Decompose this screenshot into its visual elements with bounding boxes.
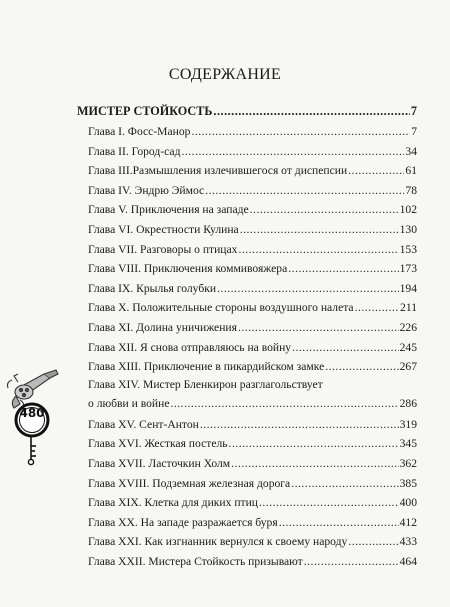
toc-entry: [88, 513, 417, 533]
leader-dots: [291, 474, 398, 494]
leader-dots: [205, 181, 404, 201]
chapter-list: [88, 122, 417, 571]
toc-entry-label: Глава XVII. Ласточкин Холм: [88, 456, 231, 470]
toc-entry-label: Глава VI. Окрестности Кулина: [88, 222, 239, 236]
toc-entry-page: 78: [405, 183, 417, 197]
toc-entry: [88, 279, 417, 299]
toc-entry-page: 34: [405, 144, 417, 158]
leader-dots: [259, 493, 399, 513]
leader-dots: [200, 415, 399, 435]
toc-entry-label: Глава VII. Разговоры о птицах: [88, 242, 238, 256]
toc-entry-page: 433: [399, 535, 417, 549]
toc-entry-page: 7: [411, 125, 417, 138]
toc-entry-page: 412: [399, 515, 417, 529]
toc-entry: [88, 161, 417, 181]
toc-entry-page: 211: [400, 301, 417, 315]
toc-entry-page: 267: [399, 360, 417, 374]
toc-entry-label: Глава XX. На западе разражается буря: [88, 515, 278, 529]
toc-entry-page: 130: [399, 222, 417, 236]
toc-entry: [88, 552, 417, 572]
toc-entry-page: 173: [399, 262, 417, 276]
toc-entry-label: Глава V. Приключения на западе: [88, 203, 249, 217]
toc-entry-label: Глава X. Положительные стороны воздушного налета: [88, 301, 354, 315]
toc-entry: [88, 532, 417, 552]
toc-entry: [88, 181, 417, 201]
toc-entry-page: 245: [399, 340, 417, 354]
toc-entry: [88, 493, 417, 513]
toc-entry: [88, 454, 417, 474]
toc-entry-page: 102: [399, 203, 417, 217]
toc-entry-page: 286: [399, 396, 417, 410]
toc-entry-page: 345: [399, 437, 417, 451]
leader-dots: [292, 338, 399, 358]
toc-entry-page: 7: [410, 104, 417, 118]
leader-dots: [191, 122, 410, 142]
leader-dots: [213, 101, 409, 122]
leader-dots: [181, 142, 404, 162]
toc-entry: [88, 259, 417, 279]
toc-entry-label: МИСТЕР СТОЙКОСТЬ: [77, 104, 213, 118]
toc-entry: [88, 142, 417, 162]
toc-entry-label: Глава XVIII. Подземная железная дорога: [88, 476, 291, 490]
toc-entry-label: Глава XII. Я снова отправляюсь на войну: [88, 340, 292, 354]
toc-entry-label: Глава IX. Крылья голубки: [88, 281, 217, 295]
toc-entry-label: Глава XV. Сент-Антон: [88, 417, 199, 431]
leader-dots: [238, 240, 398, 260]
toc-entry-page: 464: [399, 554, 417, 568]
toc-entry: [88, 122, 417, 142]
leader-dots: [348, 161, 404, 181]
toc-entry: [88, 357, 417, 377]
toc-entry-label: Глава XI. Долина уничижения: [88, 320, 237, 334]
toc-entry: [88, 220, 417, 240]
toc-entry: [88, 434, 417, 454]
toc-entry-label: Глава XXI. Как изгнанник вернулся к своему народу: [88, 535, 348, 549]
toc-entry: [88, 240, 417, 260]
toc-entry: [88, 338, 417, 358]
leader-dots: [170, 393, 398, 415]
page-title: СОДЕРЖАНИЕ: [168, 66, 282, 83]
toc-entry-label: Глава IV. Эндрю Эймос: [88, 183, 205, 197]
leader-dots: [231, 454, 398, 474]
toc-entry: [88, 298, 417, 318]
toc-entry-label: Глава XIV. Мистер Бленкирон разглагольствует: [88, 377, 323, 391]
toc-entry: [88, 415, 417, 435]
toc-part-entry: [77, 101, 417, 122]
toc-entry-label-continued: о любви и войне: [88, 396, 170, 410]
toc-entry: [88, 200, 417, 220]
toc-entry-label: Глава XXII. Мистера Стойкость призывают: [88, 554, 303, 568]
toc-entry: [88, 377, 417, 393]
table-of-contents: [77, 101, 417, 571]
toc-entry: [88, 318, 417, 338]
leader-dots: [325, 357, 398, 377]
toc-entry-page: 385: [399, 476, 417, 490]
toc-entry-label: Глава VIII. Приключения коммивояжера: [88, 262, 288, 276]
leader-dots: [229, 434, 399, 454]
leader-dots: [250, 200, 399, 220]
toc-entry-page: 194: [399, 281, 417, 295]
emblem-number: 480: [19, 406, 45, 420]
leader-dots: [355, 298, 399, 318]
leader-dots: [279, 513, 399, 533]
toc-entry: [88, 474, 417, 494]
leader-dots: [348, 532, 398, 552]
toc-entry-page: 153: [399, 242, 417, 256]
toc-entry-label: Глава I. Фосс-Манор: [88, 125, 191, 138]
toc-entry-page: 226: [399, 320, 417, 334]
toc-entry-label: Глава XIX. Клетка для диких птиц: [88, 496, 258, 510]
leader-dots: [304, 552, 399, 572]
toc-entry-page: 61: [405, 164, 417, 178]
toc-entry-label: Глава III.Размышления излечившегося от диспепсии: [88, 164, 348, 178]
toc-entry-page: 319: [399, 417, 417, 431]
toc-entry-page: 400: [399, 496, 417, 510]
leader-dots: [217, 279, 399, 299]
toc-entry-label: Глава XIII. Приключение в пикардийском замке: [88, 360, 325, 374]
toc-entry-label: Глава XVI. Жесткая постель: [88, 437, 228, 451]
leader-dots: [288, 259, 398, 279]
toc-entry-continuation: [88, 393, 417, 415]
leader-dots: [238, 318, 399, 338]
leader-dots: [240, 220, 399, 240]
toc-entry-page: 362: [399, 456, 417, 470]
toc-entry-label: Глава II. Город-сад: [88, 144, 181, 158]
